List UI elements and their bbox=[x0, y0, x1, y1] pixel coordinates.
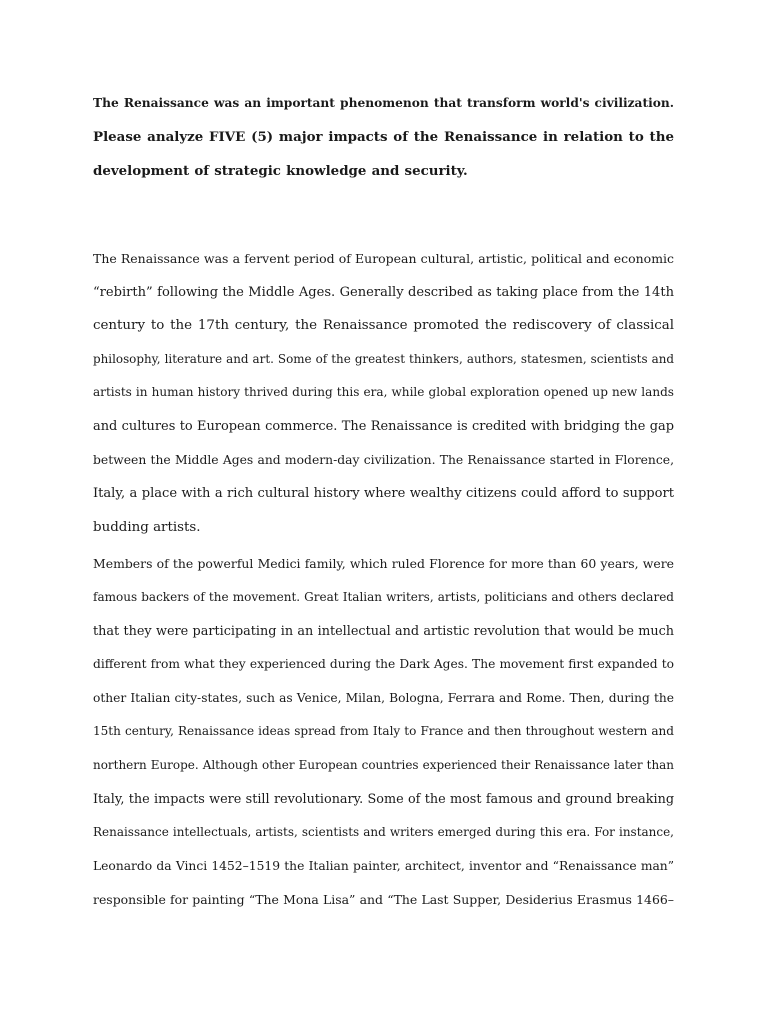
question-line: development of strategic knowledge and security. bbox=[93, 163, 468, 179]
question-line: Please analyze FIVE (5) major impacts of the Renaissance in relation to the bbox=[93, 129, 674, 145]
text-line: Italy, the impacts were still revolutionary. Some of the most famous and ground breaking bbox=[93, 791, 674, 807]
text-line: famous backers of the movement. Great Italian writers, artists, politicians and others declared bbox=[93, 589, 674, 604]
text-line: northern Europe. Although other European countries experienced their Renaissance later than bbox=[93, 757, 674, 772]
paragraph-2 bbox=[93, 547, 674, 917]
text-line: budding artists. bbox=[93, 519, 201, 535]
text-line: different from what they experienced during the Dark Ages. The movement first expanded to bbox=[93, 657, 674, 672]
text-line: between the Middle Ages and modern-day civilization. The Renaissance started in Florence, bbox=[93, 452, 674, 467]
text-line: “rebirth” following the Middle Ages. Generally described as taking place from the 14th bbox=[93, 284, 674, 300]
essay-question bbox=[93, 86, 674, 188]
text-line: that they were participating in an intellectual and artistic revolution that would be much bbox=[93, 623, 674, 639]
text-line: 15th century, Renaissance ideas spread from Italy to France and then throughout western and bbox=[93, 724, 674, 739]
essay-body bbox=[93, 242, 674, 917]
text-line: and cultures to European commerce. The Renaissance is credited with bridging the gap bbox=[93, 418, 674, 434]
paragraph-1 bbox=[93, 242, 674, 544]
text-line: artists in human history thrived during this era, while global exploration opened up new lands bbox=[93, 385, 674, 400]
text-line: Leonardo da Vinci 1452–1519 the Italian painter, architect, inventor and “Renaissance man” bbox=[93, 858, 674, 873]
text-line: Renaissance intellectuals, artists, scientists and writers emerged during this era. For instance, bbox=[93, 825, 674, 840]
text-line: Italy, a place with a rich cultural history where wealthy citizens could afford to support bbox=[93, 486, 674, 502]
text-line: century to the 17th century, the Renaissance promoted the rediscovery of classical bbox=[93, 318, 674, 334]
text-line: other Italian city-states, such as Venice, Milan, Bologna, Ferrara and Rome. Then, during the bbox=[93, 690, 674, 705]
text-line: Members of the powerful Medici family, which ruled Florence for more than 60 years, were bbox=[93, 556, 674, 572]
text-line: The Renaissance was a fervent period of European cultural, artistic, political and economic bbox=[93, 251, 674, 266]
text-line: philosophy, literature and art. Some of the greatest thinkers, authors, statesmen, scientists and bbox=[93, 351, 674, 366]
question-line: The Renaissance was an important phenomenon that transform world's civilization. bbox=[93, 96, 674, 110]
text-line: responsible for painting “The Mona Lisa” and “The Last Supper, Desiderius Erasmus 1466– bbox=[93, 892, 674, 908]
